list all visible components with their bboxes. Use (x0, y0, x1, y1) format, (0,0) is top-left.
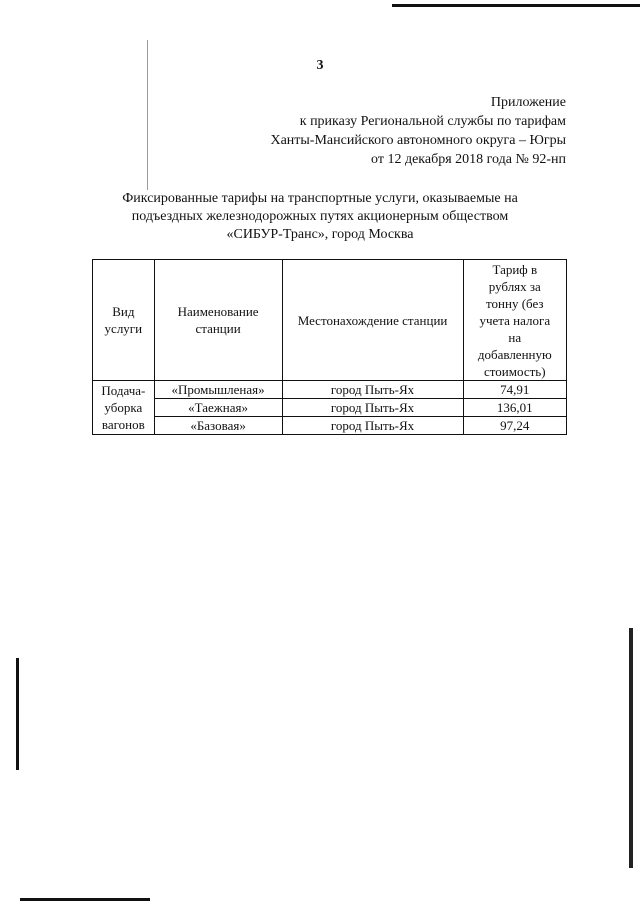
header-service-kind (93, 260, 155, 381)
scan-artifact-left (16, 658, 19, 770)
tariff-value-cell: 97,24 (463, 417, 566, 435)
header-line: Наименование (177, 304, 259, 319)
header-line: Вид (112, 304, 135, 319)
header-station-name (154, 260, 282, 381)
scan-artifact-top (392, 4, 640, 7)
header-line: Тариф в (492, 261, 538, 277)
header-station-location: Местонахождение станции (282, 260, 463, 381)
header-line: рублях за (488, 278, 541, 294)
title-line: подъездных железнодорожных путях акционерным обществом (131, 209, 509, 224)
appendix-header (270, 93, 566, 169)
appendix-line: к приказу Региональной службы по тарифам (299, 114, 566, 129)
tariff-value-cell: 74,91 (463, 381, 566, 399)
appendix-line: от 12 декабря 2018 года № 92-нп (371, 152, 566, 167)
tariff-table (92, 259, 567, 435)
header-line: услуги (104, 321, 143, 336)
station-location-cell: город Пыть-Ях (282, 399, 463, 417)
appendix-line: Приложение (490, 95, 566, 110)
service-kind-line: Подача- (101, 383, 146, 398)
table-row (93, 417, 567, 435)
table-row (93, 381, 567, 399)
scan-artifact-bottom (20, 898, 150, 901)
table-row (93, 399, 567, 417)
table-header-row (93, 260, 567, 381)
header-line: тонну (без (486, 295, 544, 311)
header-line: станции (195, 321, 241, 336)
appendix-line: Ханты-Мансийского автономного округа – Югры (270, 133, 566, 148)
station-location-cell: город Пыть-Ях (282, 417, 463, 435)
service-kind-cell (93, 381, 155, 435)
header-line: на (508, 329, 522, 345)
header-tariff (463, 260, 566, 381)
header-line: добавленную (477, 346, 552, 362)
title-line: «СИБУР-Транс», город Москва (226, 227, 414, 242)
header-line: учета налога (479, 312, 551, 328)
page-number: 3 (316, 58, 324, 73)
station-name-cell: «Промышленая» (154, 381, 282, 399)
document-title (0, 190, 640, 244)
scan-artifact-right (629, 628, 633, 868)
station-name-cell: «Таежная» (154, 399, 282, 417)
header-line: стоимость) (484, 363, 546, 379)
station-location-cell: город Пыть-Ях (282, 381, 463, 399)
tariff-value-cell: 136,01 (463, 399, 566, 417)
service-kind-line: вагонов (101, 417, 145, 432)
service-kind-line: уборка (104, 400, 143, 415)
title-line: Фиксированные тарифы на транспортные услуги, оказываемые на (122, 191, 518, 206)
station-name-cell: «Базовая» (154, 417, 282, 435)
